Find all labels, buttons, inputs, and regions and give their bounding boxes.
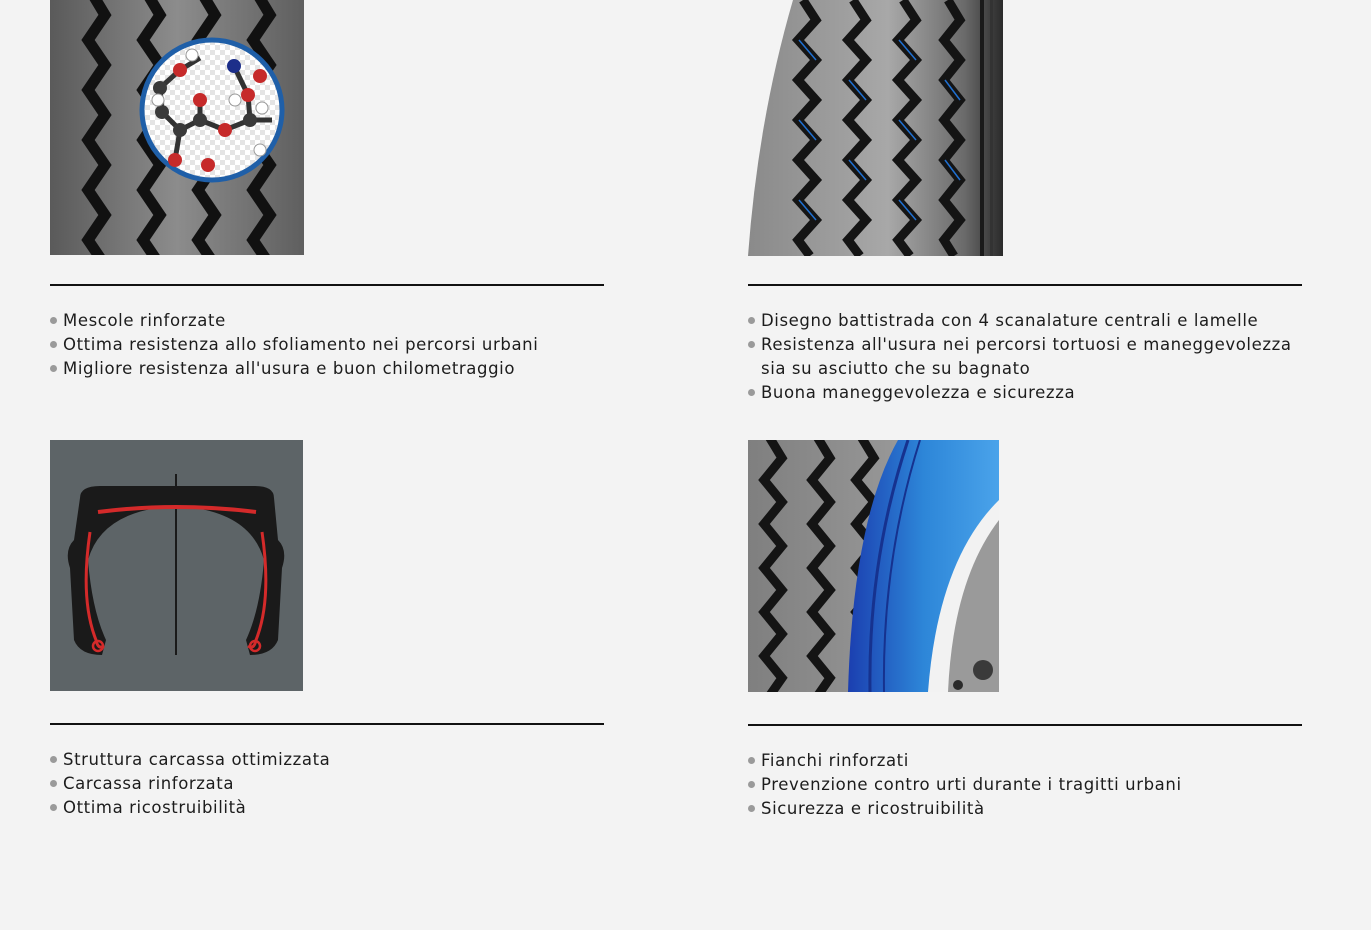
bullet-icon: [748, 389, 755, 396]
list-item: [748, 309, 1302, 333]
section-divider: [50, 723, 604, 725]
bullet-text: Resistenza all'usura nei percorsi tortuosi e maneggevolezza sia su asciutto che su bagnato: [761, 335, 1292, 378]
bullet-text: Fianchi rinforzati: [761, 751, 909, 770]
list-item: [748, 381, 1302, 405]
list-item: [50, 748, 604, 772]
feature-bullet-list: [50, 748, 604, 820]
feature-carcass-structure: [50, 440, 604, 817]
bullet-icon: [748, 805, 755, 812]
section-divider: [50, 284, 604, 286]
list-item: [50, 309, 604, 333]
reinforced-compound-image: [50, 0, 304, 255]
section-divider: [748, 724, 1302, 726]
bullet-icon: [50, 756, 57, 763]
list-item: [748, 333, 1302, 381]
bullet-text: Prevenzione contro urti durante i tragitti urbani: [761, 775, 1182, 794]
bullet-icon: [748, 341, 755, 348]
bullet-text: Mescole rinforzate: [63, 311, 226, 330]
feature-tread-pattern: [748, 0, 1302, 402]
bullet-icon: [50, 317, 57, 324]
bullet-icon: [748, 757, 755, 764]
section-divider: [748, 284, 1302, 286]
list-item: [748, 773, 1302, 797]
bullet-text: Carcassa rinforzata: [63, 774, 235, 793]
bullet-icon: [748, 781, 755, 788]
bullet-text: Struttura carcassa ottimizzata: [63, 750, 331, 769]
feature-bullet-list: [50, 309, 604, 381]
bullet-icon: [50, 804, 57, 811]
bullet-icon: [50, 341, 57, 348]
list-item: [50, 333, 604, 357]
list-item: [50, 772, 604, 796]
list-item: [50, 796, 604, 820]
feature-reinforced-compound: [50, 0, 604, 378]
bullet-text: Migliore resistenza all'usura e buon chilometraggio: [63, 359, 516, 378]
bullet-text: Ottima ricostruibilità: [63, 798, 247, 817]
bullet-text: Sicurezza e ricostruibilità: [761, 799, 985, 818]
bullet-text: Buona maneggevolezza e sicurezza: [761, 383, 1076, 402]
bullet-icon: [748, 317, 755, 324]
list-item: [50, 357, 604, 381]
bullet-icon: [50, 365, 57, 372]
list-item: [748, 797, 1302, 821]
bullet-icon: [50, 780, 57, 787]
bullet-text: Disegno battistrada con 4 scanalature centrali e lamelle: [761, 311, 1259, 330]
carcass-structure-image: [50, 440, 303, 691]
tread-pattern-image: [748, 0, 1003, 256]
list-item: [748, 749, 1302, 773]
feature-reinforced-sidewall: [748, 440, 1302, 818]
bullet-text: Ottima resistenza allo sfoliamento nei percorsi urbani: [63, 335, 539, 354]
reinforced-sidewall-image: [748, 440, 999, 692]
feature-bullet-list: [748, 749, 1302, 821]
feature-bullet-list: [748, 309, 1302, 405]
